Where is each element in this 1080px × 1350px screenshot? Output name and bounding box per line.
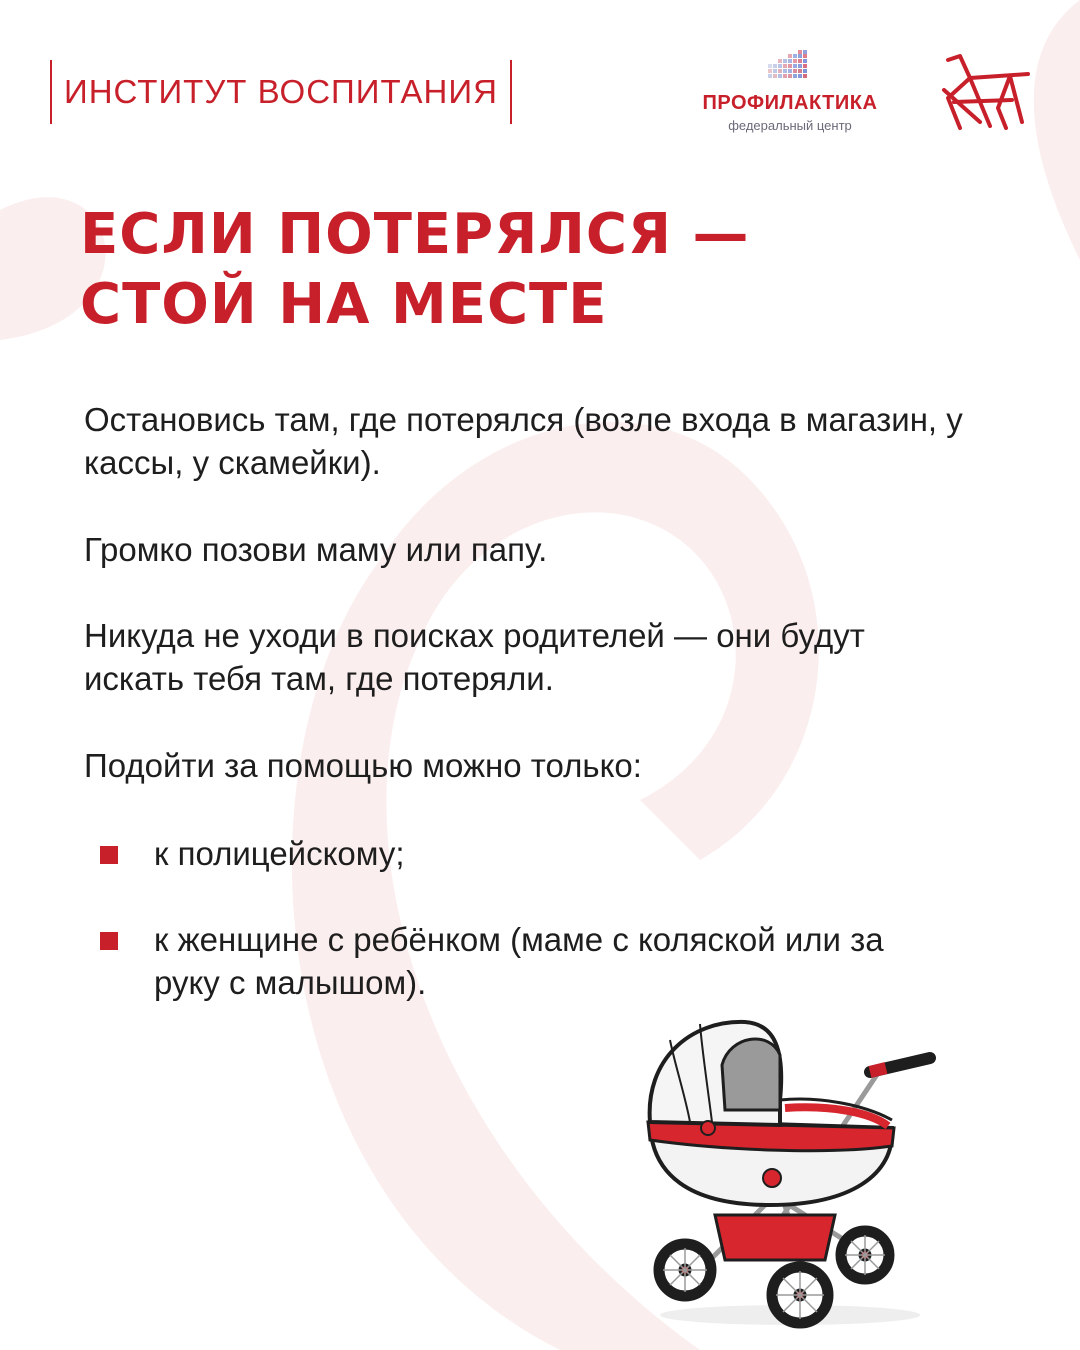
red-square-bullet-icon — [100, 932, 118, 950]
institute-logo — [50, 60, 512, 124]
institute-name: ИНСТИТУТ ВОСПИТАНИЯ — [64, 73, 498, 110]
partner-logo — [690, 50, 890, 140]
horse-logo-icon — [940, 50, 1035, 132]
page-title — [80, 200, 750, 340]
page-title-line-2: СТОЙ НА МЕСТЕ — [80, 272, 608, 337]
partner-grid-icon — [768, 50, 812, 84]
paragraph-call-parents: Громко позови маму или папу. — [84, 531, 548, 568]
red-square-bullet-icon — [100, 846, 118, 864]
paragraph-stop: Остановись там, где потерялся (возле входа в магазин, у кассы, у скамейки). — [84, 401, 963, 481]
list-item-text: к женщине с ребёнком (маме с коляской или за руку с малышом). — [154, 921, 884, 1001]
paragraph-ask-help: Подойти за помощью можно только: — [84, 747, 642, 784]
list-item-text: к полицейскому; — [154, 835, 405, 872]
partner-subtitle: федеральный центр — [728, 118, 852, 133]
partner-name: ПРОФИЛАКТИКА — [702, 92, 878, 114]
baby-stroller-illustration — [630, 1010, 950, 1330]
paragraph-dont-leave: Никуда не уходи в поисках родителей — они будут искать тебя там, где потеряли. — [84, 617, 865, 697]
page-title-line-1: ЕСЛИ ПОТЕРЯЛСЯ — — [80, 202, 750, 267]
